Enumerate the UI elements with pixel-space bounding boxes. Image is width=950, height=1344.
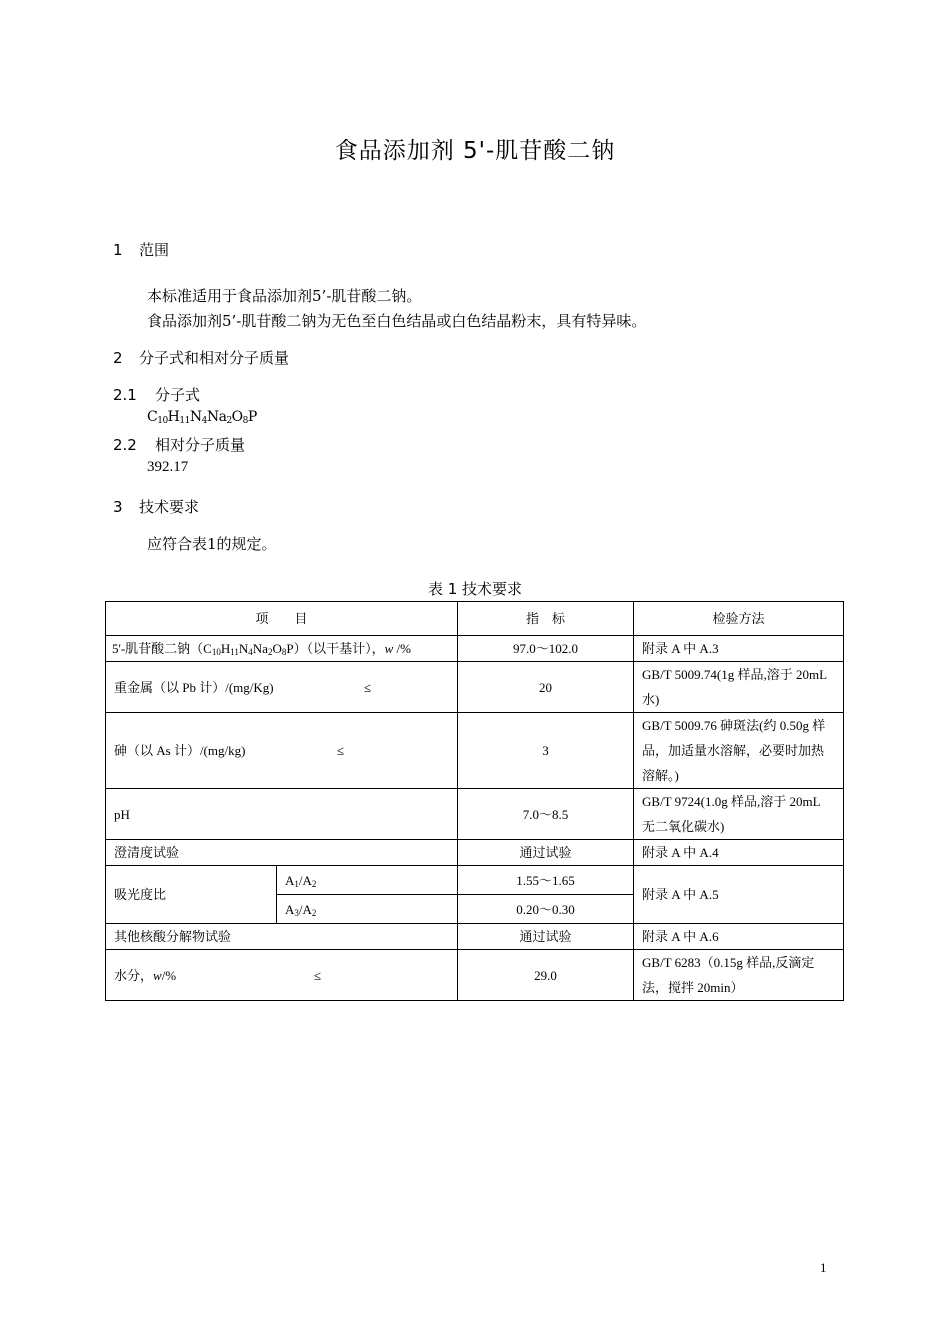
section-2-2-heading — [113, 434, 245, 455]
table-row — [106, 636, 844, 662]
header-method: 检验方法 — [634, 602, 844, 636]
section-title: 分子式 — [155, 386, 201, 404]
requirements-table — [105, 601, 844, 1001]
section-number: 2.1 — [113, 386, 137, 404]
row-method: 附录 A 中 A.4 — [634, 840, 844, 866]
row-spec: 1.55～1.65 — [458, 866, 634, 895]
row-spec: 20 — [458, 662, 634, 713]
section-1-heading — [113, 239, 169, 260]
row-item: 水分，w/% ≤ — [106, 950, 458, 1001]
table-row — [106, 950, 844, 1001]
section-title: 相对分子质量 — [155, 436, 246, 454]
row-spec: 97.0～102.0 — [458, 636, 634, 662]
row-subitem: $A_3/A_2$ — [277, 895, 458, 924]
scope-paragraph-1: 本标准适用于食品添加剂5’-肌苷酸二钠。 — [147, 287, 422, 305]
leq-symbol: ≤ — [363, 679, 372, 695]
row-item: 砷（以 As 计）/(mg/kg) ≤ — [106, 713, 458, 789]
section-title: 范围 — [139, 241, 170, 259]
table-row — [106, 866, 844, 895]
section-number: 3 — [113, 498, 123, 516]
header-item: 项 目 — [106, 602, 458, 636]
row-method: GB/T 6283（0.15g 样品,反滴定法，搅拌 20min） — [634, 950, 844, 1001]
row-item: 5'-肌苷酸二钠$(C_{10}H_{11}N_4Na_2O_8P)$（以干基计），w /% — [106, 636, 458, 662]
table-caption: 表 1 技术要求 — [427, 580, 523, 598]
row-method: GB/T 5009.74(1g 样品,溶于 20mL 水) — [634, 662, 844, 713]
table-row — [106, 789, 844, 840]
row-item: 其他核酸分解物试验 — [106, 924, 458, 950]
section-3-heading — [113, 496, 199, 517]
table-row — [106, 713, 844, 789]
row-spec: 通过试验 — [458, 840, 634, 866]
row-method: 附录 A 中 A.3 — [634, 636, 844, 662]
row-method: GB/T 5009.76 砷斑法(约 0.50g 样品，加适量水溶解，必要时加热溶解。) — [634, 713, 844, 789]
header-spec: 指 标 — [458, 602, 634, 636]
row-subitem: $A_1/A_2$ — [277, 866, 458, 895]
page-number: 1 — [820, 1260, 827, 1275]
section-title: 技术要求 — [139, 498, 200, 516]
row-method: GB/T 9724(1.0g 样品,溶于 20mL 无二氧化碳水) — [634, 789, 844, 840]
section-number: 2.2 — [113, 436, 137, 454]
section-2-1-heading — [113, 384, 200, 405]
section-2-heading — [113, 347, 289, 368]
row-item: 澄清度试验 — [106, 840, 458, 866]
molecular-formula: $C_{10}H_{11}N_4Na_2O_8P$ — [147, 409, 257, 426]
row-item: 吸光度比 — [106, 866, 277, 924]
row-spec: 0.20～0.30 — [458, 895, 634, 924]
row-method: 附录 A 中 A.5 — [634, 866, 844, 924]
document-title: 食品添加剂 5'-肌苷酸二钠 — [334, 138, 616, 164]
row-spec: 通过试验 — [458, 924, 634, 950]
section-number: 1 — [113, 241, 123, 259]
requirements-paragraph: 应符合表1的规定。 — [147, 535, 277, 553]
leq-symbol: ≤ — [336, 743, 345, 758]
section-title: 分子式和相对分子质量 — [139, 349, 290, 367]
leq-symbol: ≤ — [313, 967, 322, 983]
row-item: 重金属（以 Pb 计）/(mg/Kg) ≤ — [106, 662, 458, 713]
row-item: pH — [106, 789, 458, 840]
row-spec: 3 — [458, 713, 634, 789]
table-row — [106, 924, 844, 950]
section-number: 2 — [113, 349, 123, 367]
row-spec: 29.0 — [458, 950, 634, 1001]
row-spec: 7.0～8.5 — [458, 789, 634, 840]
table-row — [106, 662, 844, 713]
table-header-row — [106, 602, 844, 636]
row-method: 附录 A 中 A.6 — [634, 924, 844, 950]
molecular-mass: 392.17 — [147, 459, 189, 475]
table-row — [106, 840, 844, 866]
scope-paragraph-2: 食品添加剂5’-肌苷酸二钠为无色至白色结晶或白色结晶粉末，具有特异味。 — [147, 312, 647, 330]
